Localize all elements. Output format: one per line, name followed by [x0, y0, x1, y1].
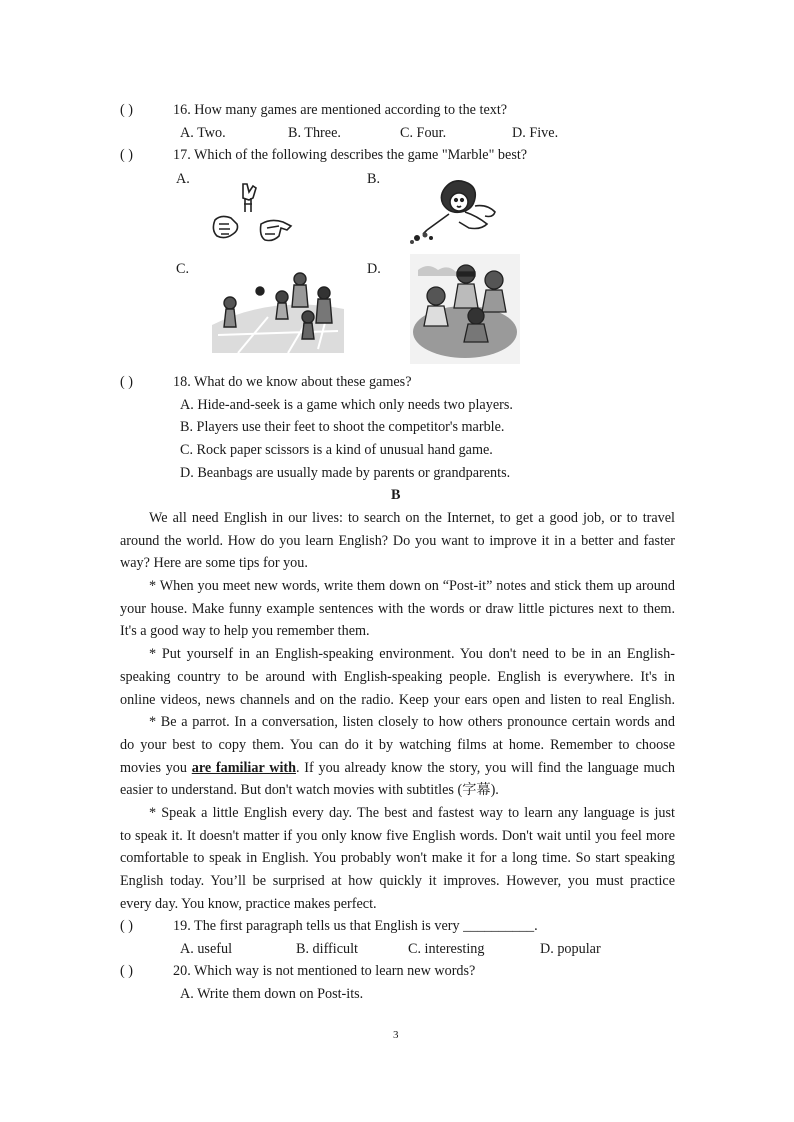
passage-p4-line3-before: movies you [120, 760, 192, 776]
passage-p1-line1: We all need English in our lives: to search on the Internet, to get a good job, or to travel [149, 510, 675, 526]
passage-p5-line4: English today. You’ll be surprised at how quickly it improves. However, you must practice [120, 873, 675, 889]
q19-stem: 19. The first paragraph tells us that English is very __________. [173, 918, 538, 934]
q18-paren: ( ) [120, 374, 133, 390]
q16-option-d: D. Five. [512, 125, 559, 141]
q17-label-c: C. [176, 261, 190, 277]
page-number: 3 [393, 1029, 399, 1041]
passage-p3-line2: speaking country to be around with English-speaking people. English is everywhere. It's in [120, 669, 675, 685]
q18-stem: 18. What do we know about these games? [173, 374, 412, 390]
q16-option-c: C. Four. [400, 125, 447, 141]
passage-p5-line2: to speak it. It doesn't matter if you only know five English words. Don't wait until you feel more [120, 828, 675, 844]
q16-paren: ( ) [120, 102, 133, 118]
q16-option-a: A. Two. [180, 125, 226, 141]
q20-paren: ( ) [120, 963, 133, 979]
q18-option-a: A. Hide-and-seek is a game which only needs two players. [180, 397, 513, 413]
q19-option-c: C. interesting [408, 941, 485, 957]
q18-option-b: B. Players use their feet to shoot the competitor's marble. [180, 419, 505, 435]
q20-stem: 20. Which way is not mentioned to learn new words? [173, 963, 476, 979]
kids-playing-beanbag-game-icon [208, 265, 348, 357]
q16-stem: 16. How many games are mentioned according to the text? [173, 102, 508, 118]
passage-p4-line4: easier to understand. But don't watch movies with subtitles (字幕). [120, 782, 499, 798]
passage-p5-line1: * Speak a little English every day. The best and fastest way to learn any language is just [149, 805, 675, 821]
passage-p4-line1: * Be a parrot. In a conversation, listen closely to how others pronounce certain words and [149, 714, 675, 730]
q19-paren: ( ) [120, 918, 133, 934]
passage-p1-line2: around the world. How do you learn English? Do you want to improve it in a better and faster [120, 533, 675, 549]
rock-paper-scissors-hands-icon [205, 180, 300, 250]
passage-p4-line3-after: . If you already know the story, you will find the language much [296, 760, 675, 776]
passage-p2-line1: * When you meet new words, write them down on “Post-it” notes and stick them up around [149, 578, 675, 594]
underlined-phrase: are familiar with [191, 760, 297, 776]
passage-p2-line3: It's a good way to help you remember them. [120, 623, 370, 639]
q18-option-c: C. Rock paper scissors is a kind of unusual hand game. [180, 442, 493, 458]
passage-p3-line3: online videos, news channels and on the radio. Keep your ears open and listen to real English. [120, 692, 675, 708]
child-shooting-marbles-icon [405, 178, 505, 246]
kids-playing-hide-and-seek-icon [410, 254, 520, 364]
q17-paren: ( ) [120, 147, 133, 163]
passage-p3-line1: * Put yourself in an English-speaking environment. You don't need to be in an English- [149, 646, 675, 662]
passage-p5-line3: comfortable to speak in English. You probably won't make it for a long time. So start speaking [120, 850, 675, 866]
q18-option-d: D. Beanbags are usually made by parents or grandparents. [180, 465, 511, 481]
passage-p5-line5: every day. You know, practice makes perfect. [120, 896, 377, 912]
q19-option-b: B. difficult [296, 941, 359, 957]
section-b-heading: B [391, 487, 401, 503]
passage-p4-line3 [120, 759, 675, 777]
passage-p2-line2: your house. Make funny example sentences with the words or draw little pictures next to them. [120, 601, 675, 617]
passage-p1-line3: way? Here are some tips for you. [120, 555, 308, 571]
q20-option-a: A. Write them down on Post-its. [180, 986, 364, 1002]
q17-label-b: B. [367, 171, 381, 187]
passage-p4-line2: do your best to copy them. You can do it by watching films at home. Remember to choose [120, 737, 675, 753]
q17-label-d: D. [367, 261, 381, 277]
q19-option-d: D. popular [540, 941, 601, 957]
q17-stem: 17. Which of the following describes the game "Marble" best? [173, 147, 528, 163]
q17-label-a: A. [176, 171, 190, 187]
q19-option-a: A. useful [180, 941, 233, 957]
q16-option-b: B. Three. [288, 125, 341, 141]
